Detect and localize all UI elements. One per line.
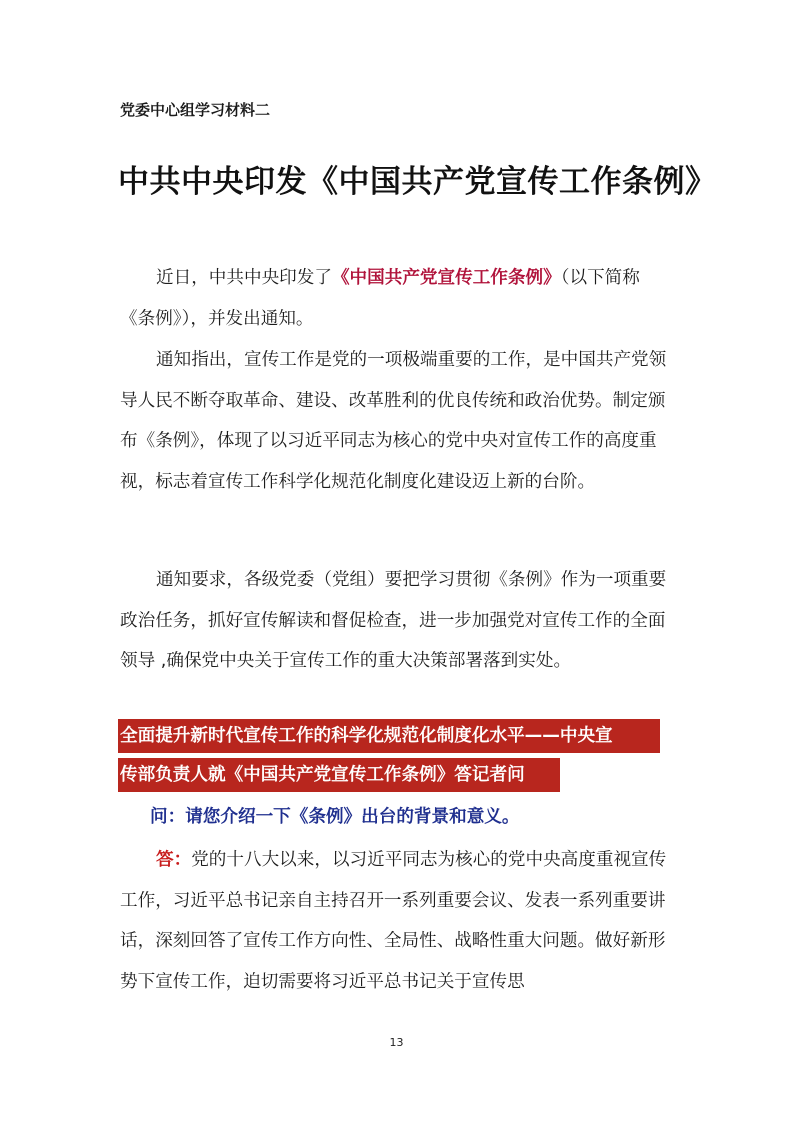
paragraph-notice: 通知指出，宣传工作是党的一项极端重要的工作，是中国共产党领导人民不断夺取革命、建设、改革胜利的优良传统和政治优势。制定颁布《条例》，体现了以习近平同志为核心的党中央对宣传工作的高度重视，标志着宣传工作科学化规范化制度化建设迈上新的台阶。 xyxy=(120,350,667,492)
section-banner-line-1: 全面提升新时代宣传工作的科学化规范化制度化水平——中央宣 xyxy=(118,719,660,753)
intro-suffix: （以下简称《条例》），并发出通知。 xyxy=(120,268,640,329)
page-number: 13 xyxy=(389,1036,404,1049)
answer-label: 答： xyxy=(156,850,192,870)
interview-answer xyxy=(120,840,675,1002)
regulation-title-highlight: 《中国共产党宣传工作条例》 xyxy=(331,268,561,288)
answer-text: 党的十八大以来，以习近平同志为核心的党中央高度重视宣传工作，习近平总书记亲自主持召开一系列重要会议、发表一系列重要讲话，深刻回答了宣传工作方向性、全局性、战略性重大问题。做好新形势下宣传工作，迫切需要将习近平总书记关于宣传思 xyxy=(120,850,667,992)
section-banner-line-2: 传部负责人就《中国共产党宣传工作条例》答记者问 xyxy=(118,758,560,792)
header-label: 党委中心组学习材料二 xyxy=(120,101,271,119)
paragraph-requirement: 通知要求，各级党委（党组）要把学习贯彻《条例》作为一项重要政治任务，抓好宣传解读和督促检查，进一步加强党对宣传工作的全面领导 ,确保党中央关于宣传工作的重大决策部署落到实处。 xyxy=(120,570,667,671)
paragraph-intro xyxy=(120,258,675,339)
interview-question: 问：请您介绍一下《条例》出台的背景和意义。 xyxy=(150,807,520,827)
page-title: 中共中央印发《中国共产党宣传工作条例》 xyxy=(118,164,717,200)
intro-prefix: 近日，中共中央印发了 xyxy=(156,268,332,288)
